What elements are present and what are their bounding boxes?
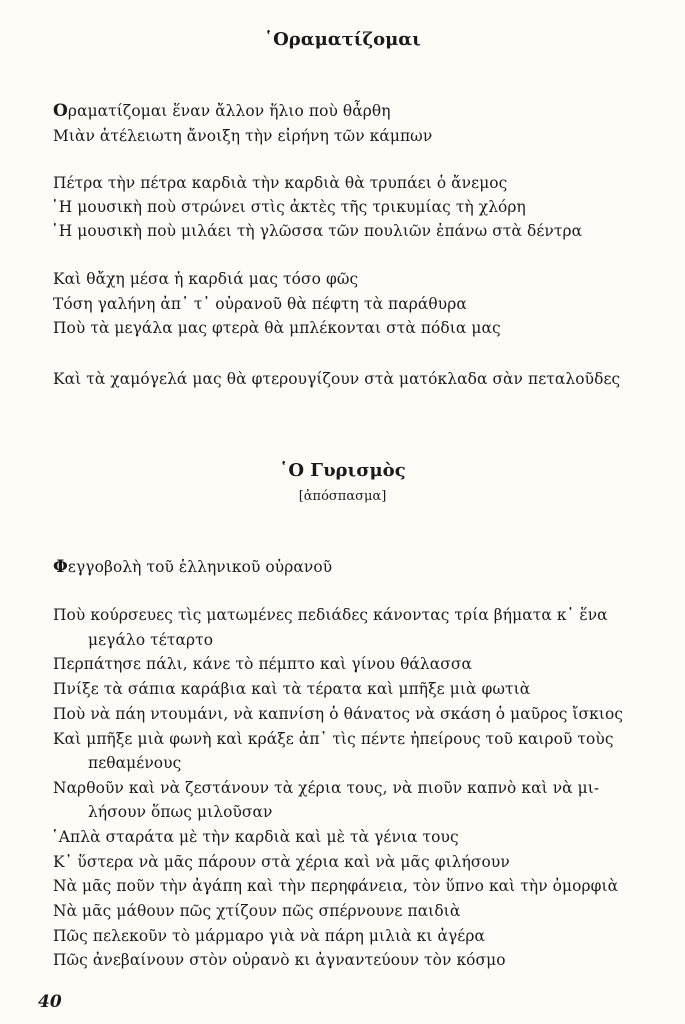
drop-cap: Ο — [53, 101, 68, 121]
poem1-line: Τόση γαλήνη ἀπ᾿ τ᾿ οὐρανοῦ θὰ πέφτη τὰ παράθυρα — [53, 295, 467, 313]
poem2-line: ῾Απλὰ σταράτα μὲ τὴν καρδιὰ καὶ μὲ τὰ γένια τους — [51, 828, 459, 846]
poem2-line: Νὰ μᾶς μάθουν πῶς χτίζουν πῶς σπέρνουνε παιδιὰ — [53, 902, 461, 920]
poem2-line: Ποὺ κούρσευες τὶς ματωμένες πεδιάδες κάνοντας τρία βήματα κ᾿ ἕνα — [53, 606, 608, 624]
poem2-subtitle: [ἀπόσπασμα] — [298, 489, 387, 504]
poem1-line: ῾Η μουσικὴ ποὺ μιλάει τὴ γλῶσσα τῶν πουλιῶν ἐπάνω στὰ δέντρα — [51, 222, 583, 240]
poem2-line: λήσουν ὅπως μιλοῦσαν — [88, 803, 273, 821]
page-number: 40 — [38, 992, 62, 1012]
poem2-line: Περπάτησε πάλι, κάνε τὸ πέμπτο καὶ γίνου θάλασσα — [53, 655, 472, 673]
poem2-line — [53, 556, 332, 578]
poem2-line: Ποὺ νὰ πάη ντουμάνι, νὰ καπνίση ὁ θάνατος νὰ σκάση ὁ μαῦρος ἴσκιος — [53, 705, 624, 723]
poem1-title: ῾Οραματίζομαι — [264, 29, 421, 50]
poem2-line: Πνίξε τὰ σάπια καράβια καὶ τὰ τέρατα καὶ μπῆξε μιὰ φωτιὰ — [53, 680, 531, 698]
poem2-line: πεθαμένους — [88, 754, 182, 772]
poem1-line: Καὶ θἄχη μέσα ἡ καρδιά μας τόσο φῶς — [53, 270, 359, 288]
poem2-line-text: εγγοβολὴ τοῦ ἑλληνικοῦ οὐρανοῦ — [67, 558, 333, 576]
poem1-line: Μιὰν ἀτέλειωτη ἄνοιξη τὴν εἰρήνη τῶν κάμπων — [53, 127, 433, 145]
poem1-line: Πέτρα τὴν πέτρα καρδιὰ τὴν καρδιὰ θὰ τρυπάει ὁ ἄνεμος — [53, 174, 508, 192]
poem1-line: Καὶ τὰ χαμόγελά μας θὰ φτερουγίζουν στὰ ματόκλαδα σὰν πεταλοῦδες — [53, 370, 621, 388]
poem2-title: ῾Ο Γυρισμὸς — [279, 460, 406, 481]
poem2-line: μεγάλο τέταρτο — [88, 631, 214, 649]
poem1-line — [53, 100, 391, 122]
poem2-line: Ναρθοῦν καὶ νὰ ζεστάνουν τὰ χέρια τους, νὰ πιοῦν καπνὸ καὶ νὰ μι- — [53, 779, 600, 797]
drop-cap: Φ — [53, 557, 68, 577]
poem2-line: Καὶ μπῆξε μιὰ φωνὴ καὶ κράξε ἀπ᾿ τὶς πέντε ἠπείρους τοῦ καιροῦ τοὺς — [53, 730, 614, 748]
poem1-line: ῾Η μουσικὴ ποὺ στρώνει στὶς ἀκτὲς τῆς τρικυμίας τὴ χλόρη — [51, 198, 526, 216]
poem2-line: Πῶς ἀνεβαίνουν στὸν οὐρανὸ κι ἀγναντεύουν τὸν κόσμο — [53, 951, 506, 969]
poem2-line: Πῶς πελεκοῦν τὸ μάρμαρο γιὰ νὰ πάρη μιλιὰ κι ἀγέρα — [53, 927, 485, 945]
poem2-line: Κ᾿ ὕστερα νὰ μᾶς πάρουν στὰ χέρια καὶ νὰ μᾶς φιλήσουν — [53, 853, 510, 871]
poem1-line-text: ραματίζομαι ἕναν ἄλλον ἥλιο ποὺ θἆρθη — [67, 102, 391, 120]
poem1-line: Ποὺ τὰ μεγάλα μας φτερὰ θὰ μπλέκονται στὰ πόδια μας — [53, 319, 501, 337]
poem2-line: Νὰ μᾶς ποῦν τὴν ἀγάπη καὶ τὴν περηφάνεια, τὸν ὕπνο καὶ τὴν ὀμορφιὰ — [53, 877, 619, 895]
